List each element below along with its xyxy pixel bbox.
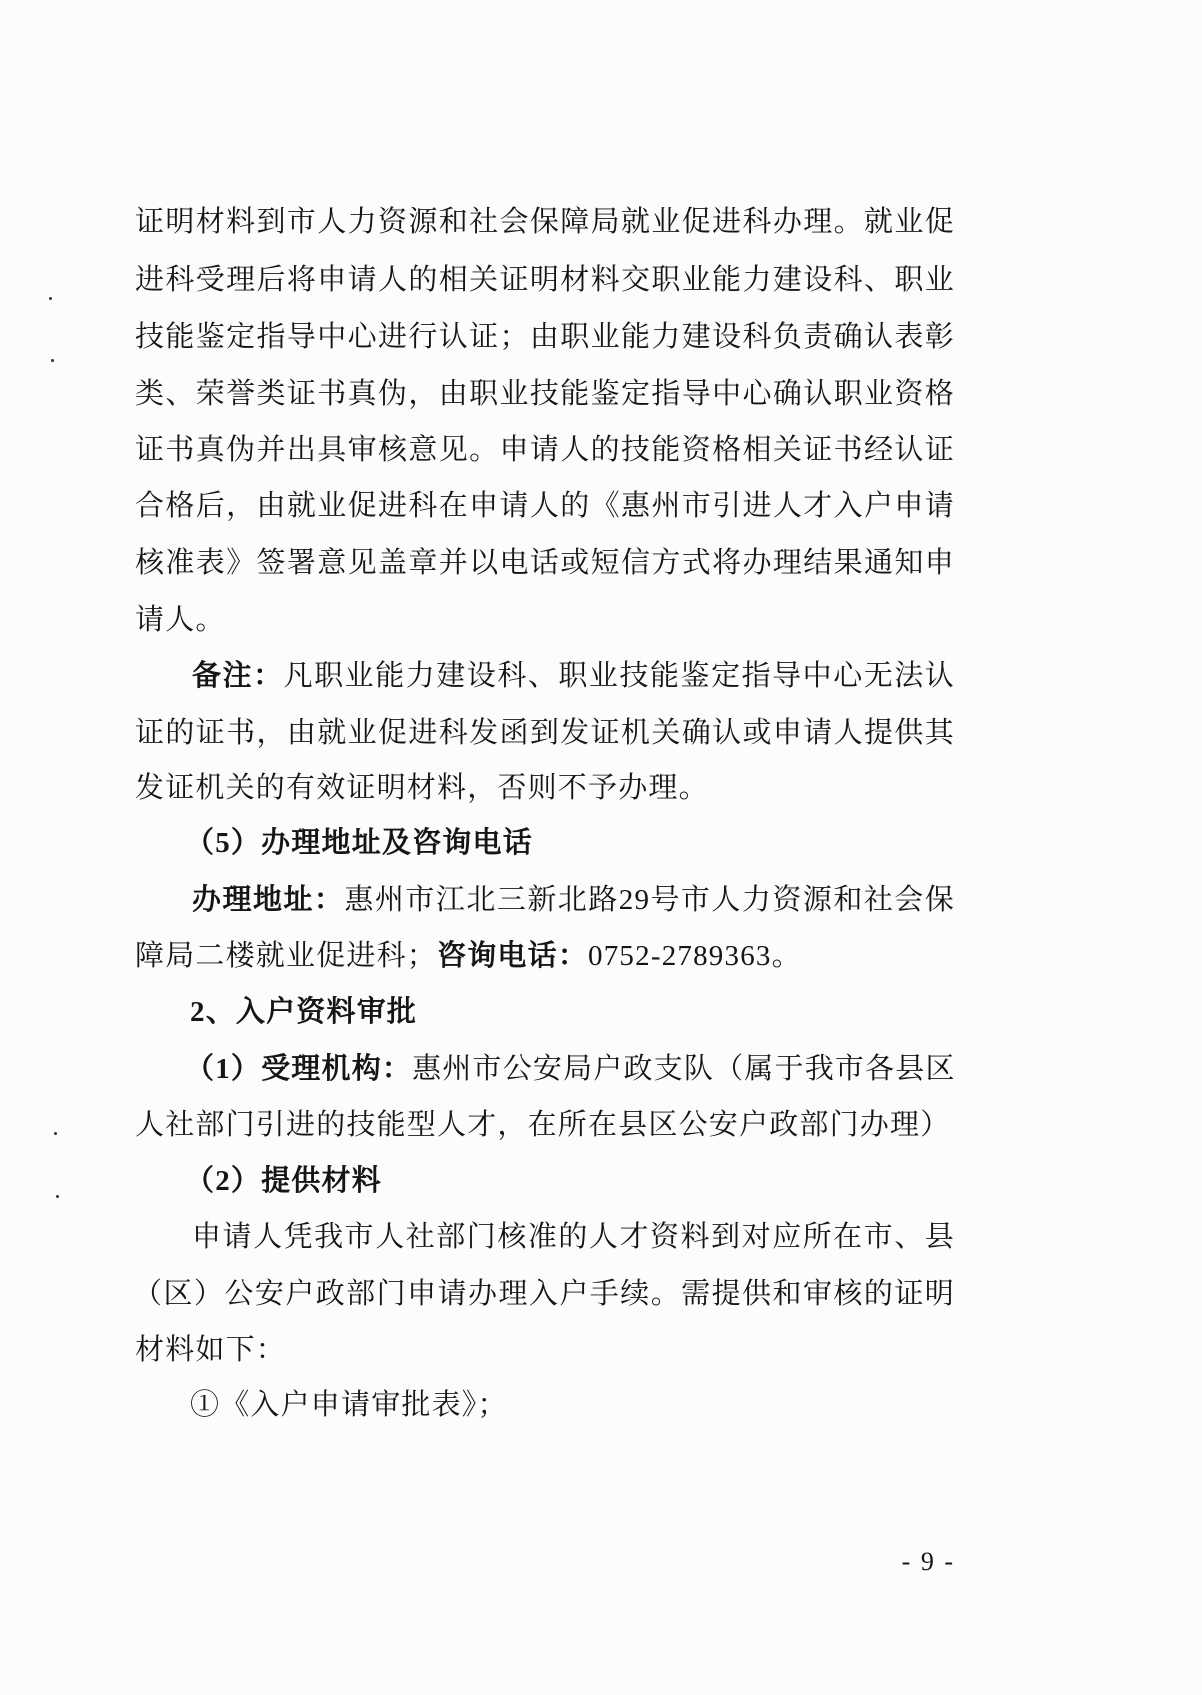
text-line: 证书真伪并出具审核意见。申请人的技能资格相关证书经认证 [135, 434, 955, 466]
text-line: 合格后，由就业促进科在申请人的《惠州市引进人才入户申请 [135, 490, 955, 522]
text-line: 技能鉴定指导中心进行认证；由职业能力建设科负责确认表彰 [135, 321, 955, 353]
text-line: 人社部门引进的技能型人才，在所在县区公安户政部门办理） [135, 1109, 951, 1141]
subsection-heading: （2）提供材料 [185, 1165, 382, 1197]
text-line: 类、荣誉类证书真伪，由职业技能鉴定指导中心确认职业资格 [135, 378, 955, 410]
agency-line [185, 1049, 955, 1089]
agency-label: （1）受理机构： [185, 1053, 413, 1085]
text-line: 证明材料到市人力资源和社会保障局就业促进科办理。就业促 [135, 206, 955, 238]
address-phone-line [135, 936, 955, 976]
note-line [192, 656, 955, 696]
address-text: 障局二楼就业促进科； [135, 940, 438, 972]
scan-speck [51, 359, 54, 362]
text-line: 申请人凭我市人社部门核准的人才资料到对应所在市、县 [192, 1221, 955, 1253]
text-line: 请人。 [135, 604, 226, 636]
address-line [192, 880, 955, 920]
materials-list-item: ①《入户申请审批表》； [190, 1389, 508, 1421]
text-line: 发证机关的有效证明材料，否则不予办理。 [135, 772, 709, 804]
scan-speck [56, 1195, 59, 1198]
scan-speck [49, 297, 52, 300]
text-line: （区）公安户政部门申请办理入户手续。需提供和审核的证明 [133, 1278, 955, 1310]
address-label: 办理地址： [192, 884, 345, 916]
address-text: 惠州市江北三新北路29号市人力资源和社会保 [344, 884, 955, 916]
text-line: 材料如下： [135, 1334, 287, 1366]
phone-label: 咨询电话： [437, 940, 589, 972]
phone-number: 0752-2789363。 [588, 940, 802, 972]
section-heading: 2、入户资料审批 [190, 996, 418, 1028]
page-number: - 9 - [901, 1547, 955, 1576]
text-line: 核准表》签署意见盖章并以电话或短信方式将办理结果通知申 [135, 547, 955, 579]
agency-text: 惠州市公安局户政支队（属于我市各县区 [412, 1053, 956, 1085]
note-label: 备注： [192, 660, 284, 692]
note-text: 凡职业能力建设科、职业技能鉴定指导中心无法认 [283, 660, 955, 692]
section-heading: （5）办理地址及咨询电话 [185, 827, 533, 859]
scan-speck [54, 1132, 57, 1135]
text-line: 进科受理后将申请人的相关证明材料交职业能力建设科、职业 [135, 264, 955, 296]
text-line: 证的证书，由就业促进科发函到发证机关确认或申请人提供其 [135, 717, 955, 749]
